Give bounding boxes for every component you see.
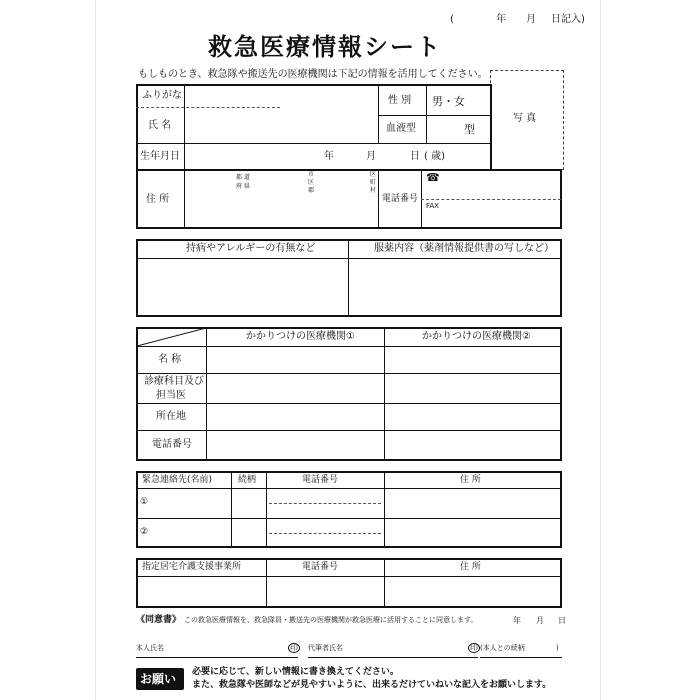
principal-sign-line[interactable] <box>136 657 298 658</box>
consent-year: 年 <box>513 616 521 625</box>
town-label-1: 区 <box>370 171 377 178</box>
furigana-label: ふりがな <box>142 90 182 101</box>
agent-sign-line[interactable] <box>308 657 478 658</box>
emergency-header-name: 緊急連絡先(名前) <box>142 475 213 485</box>
date-day-label: 日記入) <box>551 14 585 25</box>
emergency-header-relation: 続柄 <box>238 475 257 485</box>
sex-options[interactable]: 男・女 <box>432 95 465 108</box>
relation-line[interactable] <box>480 657 562 658</box>
birth-day-label: 日 <box>410 151 420 162</box>
fax-label: FAX <box>426 202 439 210</box>
address-label: 住 所 <box>146 194 170 205</box>
emergency-header-address: 住 所 <box>460 475 481 485</box>
agent-label: 代筆者氏名 <box>308 644 343 652</box>
tel-field[interactable] <box>440 171 558 198</box>
furigana-field[interactable] <box>186 86 376 106</box>
birth-month-label: 月 <box>366 151 376 162</box>
city-label-2: 区 <box>308 179 315 186</box>
consent-label: 《同意書》 <box>136 615 182 625</box>
care-header-phone: 電話番号 <box>302 562 339 572</box>
emergency-row-1-label: ① <box>140 497 149 507</box>
clinic-col-1: かかりつけの医療機関① <box>246 331 355 342</box>
address-field[interactable] <box>186 171 376 227</box>
sex-label: 性 別 <box>388 95 412 106</box>
principal-seal-icon: 印 <box>290 643 298 652</box>
age-field[interactable]: ( 歳) <box>424 151 445 162</box>
date-open: ( <box>450 14 454 25</box>
clinic-row-name: 名 称 <box>158 354 182 365</box>
intro-text: もしものとき、救急隊や搬送先の医療機関は下記の情報を活用してください。 <box>138 69 488 80</box>
emergency-header-phone: 電話番号 <box>302 475 339 485</box>
relation-close: ) <box>556 644 559 652</box>
clinic-row-dept-1: 診療科目及び <box>144 376 204 387</box>
town-label-2: 町 <box>370 179 377 186</box>
clinic-row-dept-2: 担当医 <box>156 390 186 401</box>
meds-header: 服薬内容（薬剤情報提供書の写しなど） <box>374 243 554 254</box>
pref-label-1: 都 道 <box>236 174 250 181</box>
request-line-2: また、救急隊や医師などが見やすいように、出来るだけていねいな記入をお願いします。 <box>192 680 552 690</box>
blood-type-suffix: 型 <box>464 123 475 136</box>
clinic2-name-field[interactable] <box>386 348 560 372</box>
request-line-1: 必要に応じて、新しい情報に書き換えてください。 <box>192 667 399 677</box>
consent-text: この救急医療情報を、救急隊員・搬送先の医療機関が救急医療に活用することに同意します。 <box>184 616 478 624</box>
city-label-3: 郡 <box>308 187 315 194</box>
photo-label: 写 真 <box>513 113 537 124</box>
emergency-row-2-label: ② <box>140 527 149 537</box>
care-header-office: 指定居宅介護支援事業所 <box>142 562 242 572</box>
fax-field[interactable] <box>440 201 558 227</box>
clinic-row-address: 所在地 <box>156 411 186 422</box>
request-badge-label: お願い <box>140 672 177 686</box>
phone-label: 電話番号 <box>382 194 419 204</box>
blood-type-field[interactable] <box>428 117 462 141</box>
name-label: 氏 名 <box>148 120 172 131</box>
blood-type-label: 血液型 <box>386 123 416 134</box>
consent-day: 日 <box>558 616 566 625</box>
birth-label: 生年月日 <box>140 151 180 162</box>
care-header-address: 住 所 <box>460 562 481 572</box>
page-title: 救急医療情報シート <box>208 33 442 61</box>
disease-header: 持病やアレルギーの有無など <box>186 243 316 254</box>
pref-label-2: 府 県 <box>236 183 250 190</box>
clinic-col-2: かかりつけの医療機関② <box>422 331 531 342</box>
clinic-corner-diagonal <box>137 328 206 346</box>
telephone-icon: ☎ <box>426 171 440 184</box>
date-month-label: 月 <box>526 14 536 25</box>
form-sheet <box>96 0 600 700</box>
agent-seal-icon: 印 <box>470 643 478 652</box>
meds-field[interactable] <box>350 260 560 315</box>
disease-field[interactable] <box>138 260 346 315</box>
clinic1-name-field[interactable] <box>208 348 382 372</box>
relation-label: (本人との続柄 <box>480 644 525 652</box>
date-year-label: 年 <box>496 14 506 25</box>
birth-year-label: 年 <box>324 151 334 162</box>
clinic-row-phone: 電話番号 <box>152 439 192 450</box>
town-label-3: 村 <box>370 187 377 194</box>
name-field[interactable] <box>186 109 376 141</box>
consent-month: 月 <box>536 616 544 625</box>
principal-label: 本人氏名 <box>136 644 164 652</box>
city-label-1: 市 <box>308 171 315 178</box>
